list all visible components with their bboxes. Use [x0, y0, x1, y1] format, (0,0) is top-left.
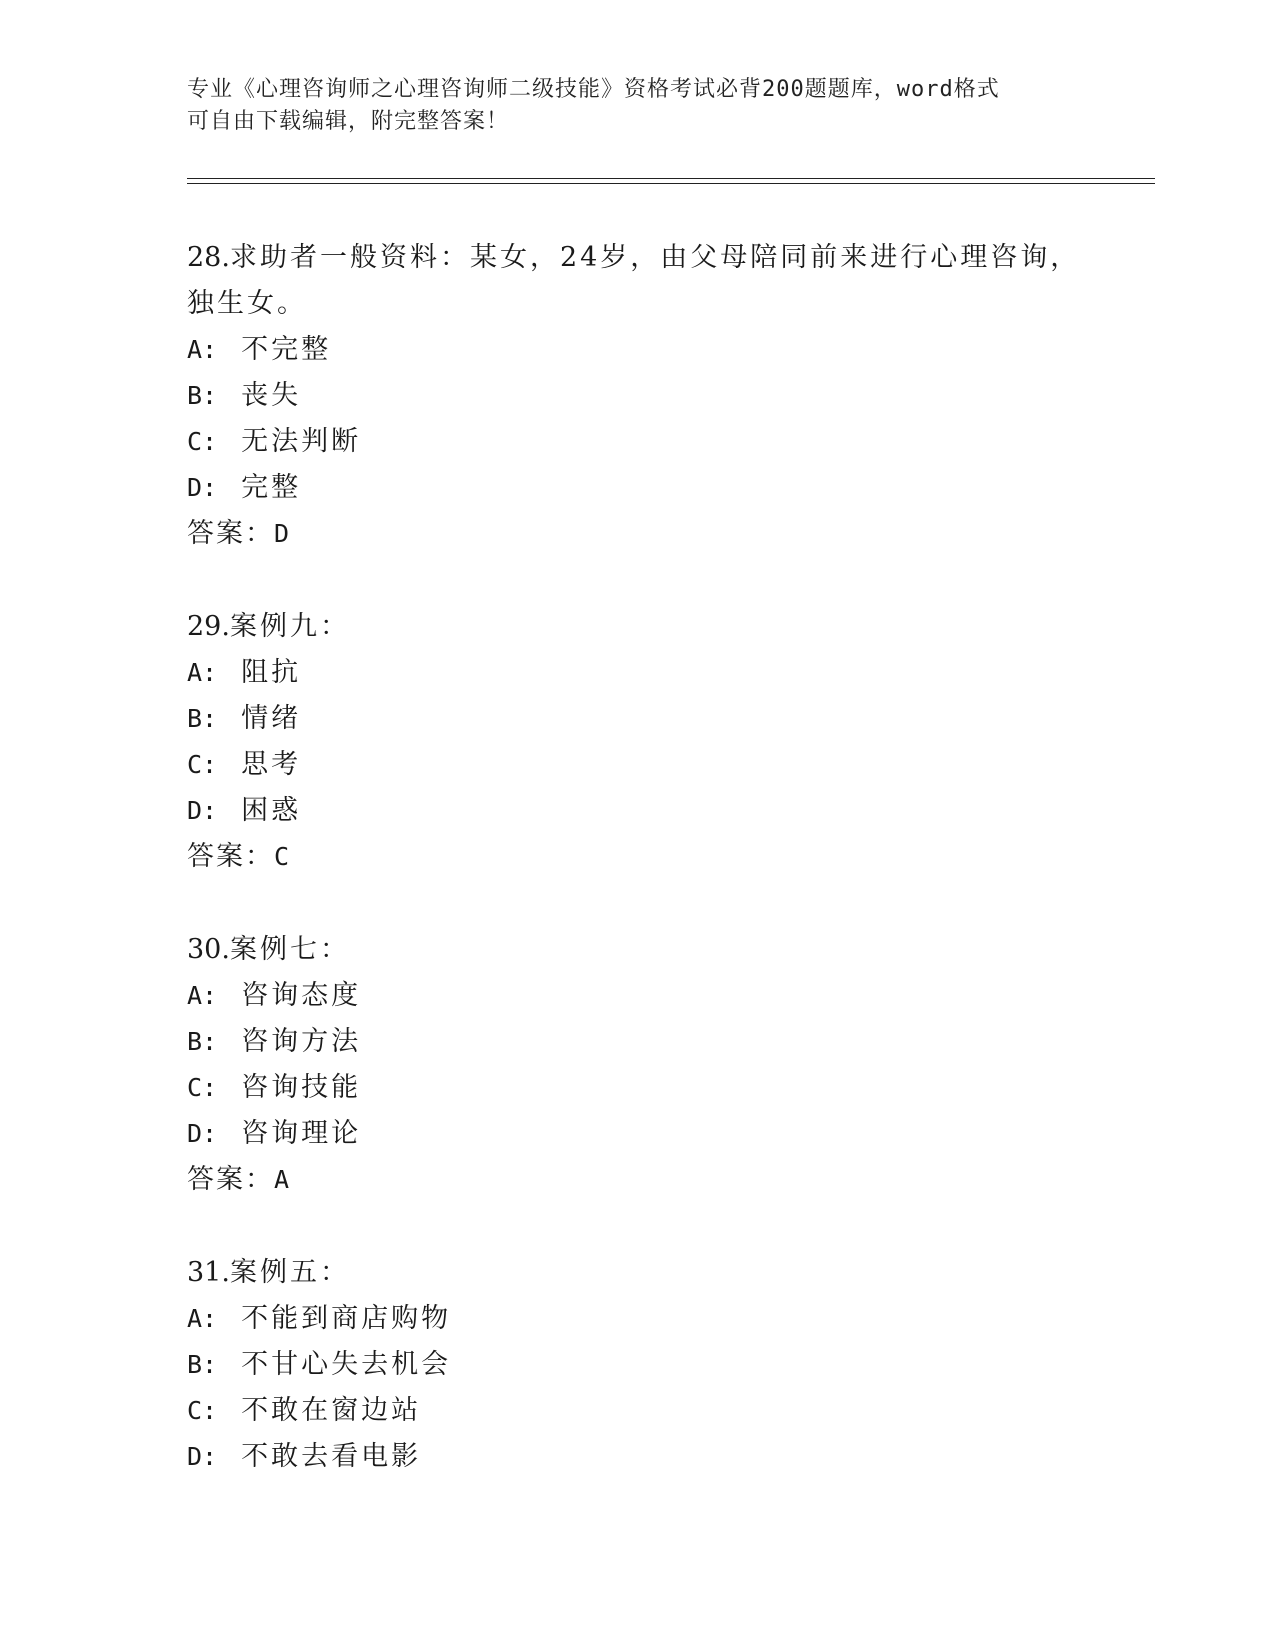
answer-label: 答案： [187, 841, 274, 872]
option-a [187, 327, 1087, 373]
option-letter: B: [187, 1027, 218, 1056]
option-text: 不甘心失去机会 [241, 1349, 452, 1380]
question-stem [187, 235, 1087, 327]
question-stem [187, 1250, 1087, 1296]
question-text: 案例九： [229, 611, 350, 642]
question-30 [187, 927, 1087, 1203]
option-text: 完整 [241, 472, 302, 503]
question-text: 案例七： [229, 934, 350, 965]
option-text: 不敢去看电影 [241, 1441, 422, 1472]
answer-label: 答案： [187, 1164, 274, 1195]
option-text: 阻抗 [241, 657, 302, 688]
option-letter: C: [187, 1396, 218, 1425]
option-letter: D: [187, 796, 218, 825]
option-text: 咨询态度 [241, 980, 362, 1011]
option-c [187, 742, 1087, 788]
question-text: 案例五： [229, 1257, 350, 1288]
option-c [187, 1388, 1087, 1434]
option-text: 丧失 [241, 380, 302, 411]
option-letter: A: [187, 981, 218, 1010]
option-a [187, 1296, 1087, 1342]
option-d [187, 465, 1087, 511]
option-text: 思考 [241, 749, 302, 780]
option-letter: B: [187, 1350, 218, 1379]
option-c [187, 1065, 1087, 1111]
option-d [187, 1111, 1087, 1157]
answer-value: A [274, 1165, 292, 1194]
answer-label: 答案： [187, 518, 274, 549]
option-text: 不敢在窗边站 [241, 1395, 422, 1426]
question-number: 30. [187, 934, 230, 965]
option-letter: A: [187, 658, 218, 687]
option-letter: A: [187, 335, 218, 364]
option-letter: D: [187, 1442, 218, 1471]
header-divider-bottom [187, 183, 1155, 184]
option-d [187, 788, 1087, 834]
option-text: 咨询方法 [241, 1026, 362, 1057]
option-text: 无法判断 [241, 426, 362, 457]
question-number: 28. [187, 242, 230, 273]
answer-line [187, 511, 1087, 557]
option-b [187, 1342, 1087, 1388]
option-text: 不完整 [241, 334, 332, 365]
question-31 [187, 1250, 1087, 1480]
header-line-2: 可自由下载编辑，附完整答案！ [187, 109, 510, 134]
option-text: 咨询技能 [241, 1072, 362, 1103]
question-text: 求助者一般资料：某女，24岁，由父母陪同前来进行心理咨询，独生女。 [187, 242, 1081, 319]
option-letter: B: [187, 381, 218, 410]
option-b [187, 696, 1087, 742]
question-stem [187, 927, 1087, 973]
answer-value: C [274, 842, 292, 871]
header-line-1: 专业《心理咨询师之心理咨询师二级技能》资格考试必背200题题库，word格式 [187, 77, 1000, 102]
question-29 [187, 604, 1087, 880]
question-number: 29. [187, 611, 230, 642]
option-letter: C: [187, 427, 218, 456]
option-letter: C: [187, 750, 218, 779]
option-letter: C: [187, 1073, 218, 1102]
header-divider-top [187, 178, 1155, 179]
option-text: 困惑 [241, 795, 302, 826]
answer-value: D [274, 519, 292, 548]
answer-line [187, 1157, 1087, 1203]
option-text: 咨询理论 [241, 1118, 362, 1149]
answer-line [187, 834, 1087, 880]
document-header [187, 74, 1087, 138]
option-a [187, 650, 1087, 696]
option-text: 情绪 [241, 703, 302, 734]
question-list [187, 235, 1087, 1527]
option-letter: B: [187, 704, 218, 733]
option-b [187, 1019, 1087, 1065]
option-a [187, 973, 1087, 1019]
option-text: 不能到商店购物 [241, 1303, 452, 1334]
option-letter: D: [187, 1119, 218, 1148]
option-d [187, 1434, 1087, 1480]
option-letter: A: [187, 1304, 218, 1333]
question-28 [187, 235, 1087, 557]
question-stem [187, 604, 1087, 650]
option-letter: D: [187, 473, 218, 502]
option-c [187, 419, 1087, 465]
option-b [187, 373, 1087, 419]
question-number: 31. [187, 1257, 230, 1288]
